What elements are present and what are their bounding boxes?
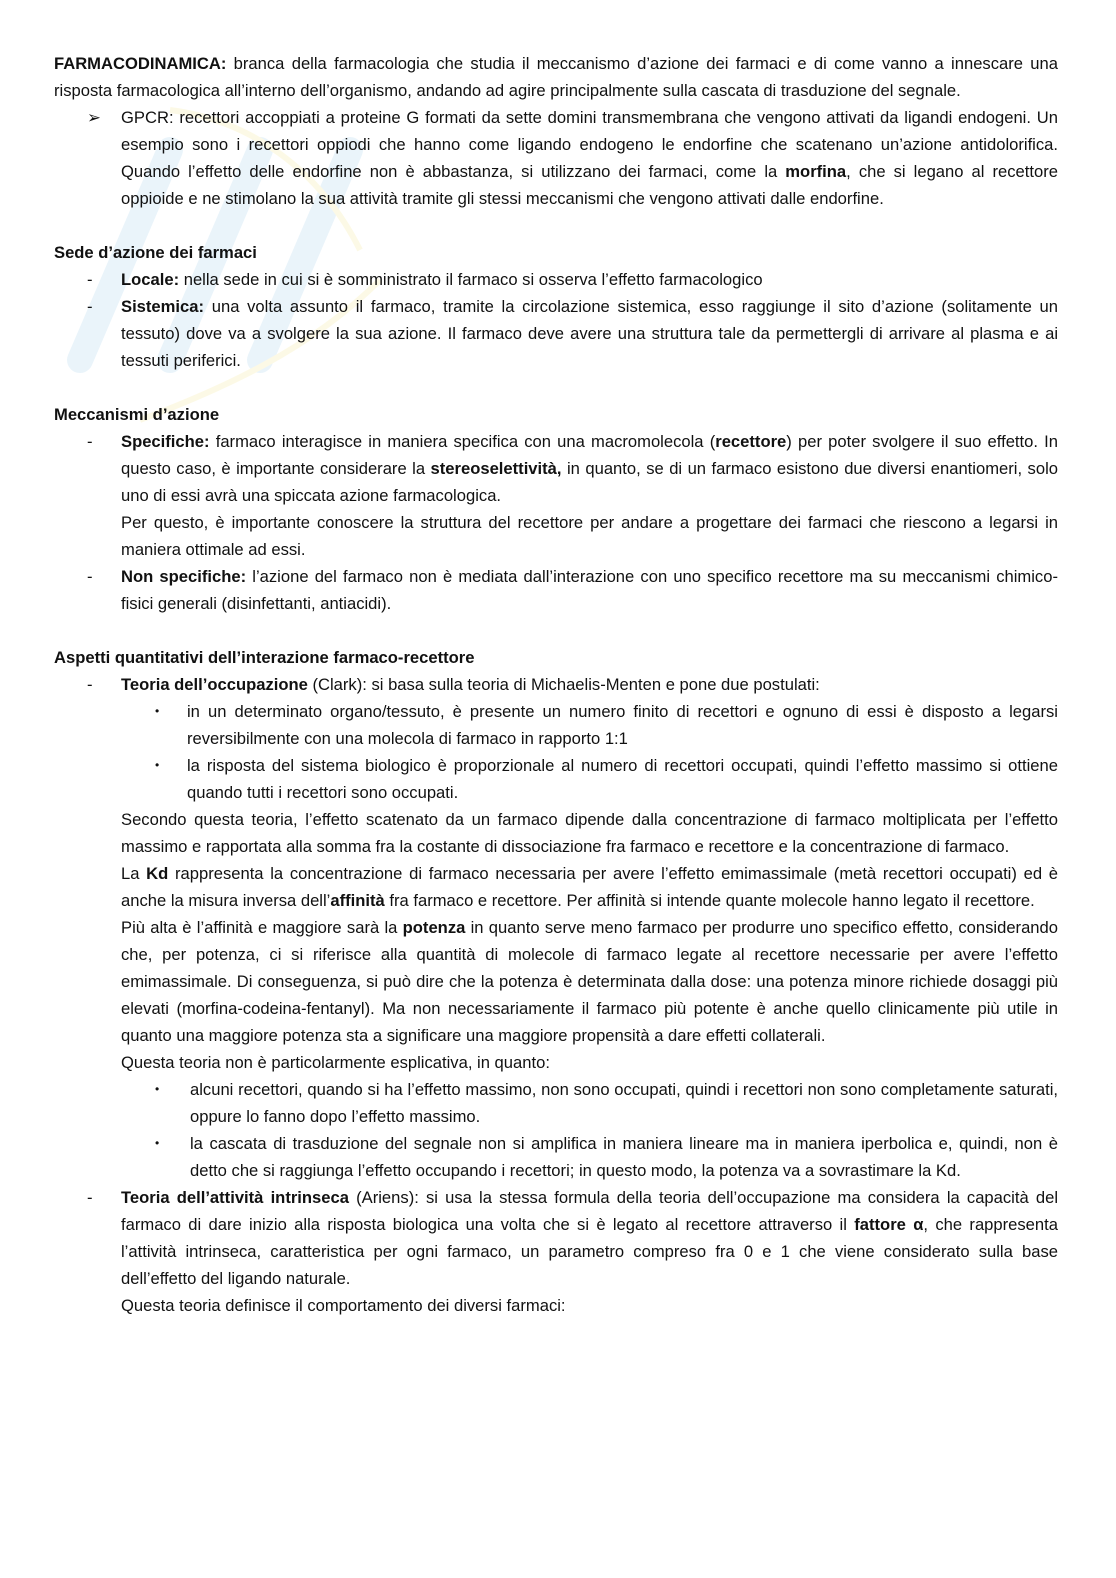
occupazione-para-3	[121, 914, 1058, 1049]
section-title-meccanismi: Meccanismi d’azione	[54, 405, 220, 424]
limite-text: alcuni recettori, quando si ha l’effetto massimo, non sono occupati, quindi i recettori non sono completamente saturati, oppure lo fanno dopo l’effetto massimo.	[190, 1080, 1058, 1126]
para2-text-3: fra farmaco e recettore. Per affinità si intende quante molecole hanno legato il recettore.	[384, 891, 1035, 910]
para2-text-2: rappresenta la concentrazione di farmaco necessaria per avere l’effetto emimassimale (metà recettori occupati) ed è anche la misura inversa dell’	[121, 864, 1058, 910]
text-teoria-occupazione: (Clark): si basa sulla teoria di Michaelis-Menten e pone due postulati:	[307, 675, 820, 694]
text-non-specifiche: l’azione del farmaco non è mediata dall’interazione con uno specifico recettore ma su meccanismi chimico-fisici generali (disinfettanti, antiacidi).	[121, 567, 1058, 613]
gpcr-text-1: GPCR: recettori accoppiati a proteine G formati da sette domini transmembrana che vengono attivati da ligandi endogeni. Un esempio sono i recettori oppiodi che hanno come ligando endogeno le endorfine che scatenano un’azione antidolorifica. Quando l’effetto delle endorfine non è abbastanza, si utilizzano dei farmaci, come la	[121, 108, 1058, 181]
dash-marker: -	[87, 675, 93, 694]
list-item-non-specifiche	[54, 563, 1058, 617]
arrow-bullet-icon: ➢	[87, 108, 101, 127]
text-locale: nella sede in cui si è somministrato il farmaco si osserva l’effetto farmacologico	[179, 270, 763, 289]
dash-marker: -	[87, 432, 93, 451]
para3-text-2: in quanto serve meno farmaco per produrre uno specifico effetto, considerando che, per potenza, ci si riferisce alla quantità di molecole di farmaco legate al recettore necessarie per avere l’effetto emimassimale. Di conseguenza, si può dire che la potenza è determinata dalla dose: una potenza minore richiede dosaggi più elevati (morfina-codeina-fentanyl). Ma non necessariamente il farmaco più potente è anche quello clinicamente più utile in quanto una maggiore potenza sta a significare una maggiore propensità a dare effetti collaterali.	[121, 918, 1058, 1045]
occupazione-para-4: Questa teoria non è particolarmente esplicativa, in quanto:	[121, 1053, 550, 1072]
postulato-item	[54, 698, 1058, 752]
bold-affinita: affinità	[330, 891, 385, 910]
list-item-sistemica	[54, 293, 1058, 374]
intro-paragraph	[54, 50, 1058, 104]
list-item-locale	[54, 266, 1058, 293]
intr-text-2: , che rappresenta l’attività intrinseca, caratteristica per ogni farmaco, un parametro compreso fra 0 e 1 che viene considerato sulla base dell’effetto del ligando naturale.	[121, 1215, 1058, 1288]
text-specifiche-1: farmaco interagisce in maniera specifica con una macromolecola (	[209, 432, 716, 451]
bullet-icon: •	[155, 1082, 160, 1096]
gpcr-bold-morfina: morfina	[785, 162, 847, 181]
term-teoria-occupazione: Teoria dell’occupazione	[121, 675, 308, 694]
document-page	[54, 50, 1058, 1319]
section-title-sede: Sede d’azione dei farmaci	[54, 243, 257, 262]
intr-para-2: Questa teoria definisce il comportamento dei diversi farmaci:	[121, 1296, 566, 1315]
para3-text-1: Più alta è l’affinità e maggiore sarà la	[121, 918, 403, 937]
postulato-item	[54, 752, 1058, 806]
occupazione-para-1: Secondo questa teoria, l’effetto scatenato da un farmaco dipende dalla concentrazione di farmaco moltiplicata per l’effetto massimo e rapportata alla somma fra la costante di dissociazione fra farmaco e recettore e la concentrazione di farmaco.	[121, 810, 1058, 856]
bullet-icon: •	[155, 1136, 160, 1150]
text-specifiche-para2: Per questo, è importante conoscere la struttura del recettore per andare a progettare dei farmaci che riescono a legarsi in maniera ottimale ad essi.	[121, 513, 1058, 559]
term-sistemica: Sistemica:	[121, 297, 205, 316]
bold-potenza: potenza	[402, 918, 466, 937]
term-attivita-intrinseca: Teoria dell’attività intrinseca	[121, 1188, 349, 1207]
bold-kd: Kd	[146, 864, 169, 883]
bold-stereoselettivita: stereoselettività,	[430, 459, 562, 478]
dash-marker: -	[87, 567, 93, 586]
term-non-specifiche: Non specifiche:	[121, 567, 247, 586]
teoria-occupazione-body	[54, 806, 1058, 1076]
bullet-icon: •	[155, 758, 160, 772]
gpcr-text-2: , che si legano al recettore oppioide e ne stimolano la sua attività tramite gli stessi meccanismi che vengono attivati dalle endorfine.	[121, 162, 1058, 208]
bullet-icon: •	[155, 704, 160, 718]
occupazione-para-2	[121, 860, 1058, 914]
para2-text-1: La	[121, 864, 147, 883]
intro-text: branca della farmacologia che studia il meccanismo d’azione dei farmaci e di come vanno a innescare una risposta farmacologica all’interno dell’organismo, andando ad agire principalmente sulla cascata di trasduzione del segnale.	[54, 54, 1058, 100]
limite-item	[54, 1076, 1058, 1130]
dash-marker: -	[87, 1188, 93, 1207]
term-locale: Locale:	[121, 270, 180, 289]
text-specifiche-2: ) per poter svolgere il suo effetto. In questo caso, è importante considerare la	[121, 432, 1058, 478]
list-item-teoria-attivita-intrinseca	[54, 1184, 1058, 1319]
postulato-text: la risposta del sistema biologico è proporzionale al numero di recettori occupati, quindi l’effetto massimo si ottiene quando tutti i recettori sono occupati.	[187, 756, 1058, 802]
text-sistemica: una volta assunto il farmaco, tramite la circolazione sistemica, esso raggiunge il sito d’azione (solitamente un tessuto) dove va a svolgere la sua azione. Il farmaco deve avere una struttura tale da permettergli di arrivare al plasma e ai tessuti periferici.	[121, 297, 1058, 370]
list-item-teoria-occupazione	[54, 671, 1058, 698]
dash-marker: -	[87, 297, 93, 316]
text-specifiche-3: in quanto, se di un farmaco esistono due diversi enantiomeri, solo uno di essi avrà una spiccata azione farmacologica.	[121, 459, 1058, 505]
bold-recettore: recettore	[715, 432, 787, 451]
postulato-text: in un determinato organo/tessuto, è presente un numero finito di recettori e ognuno di essi è disposto a legarsi reversibilmente con una molecola di farmaco in rapporto 1:1	[187, 702, 1058, 748]
gpcr-item	[54, 104, 1058, 212]
limite-text: la cascata di trasduzione del segnale non si amplifica in maniera lineare ma in maniera iperbolica e, quindi, non è detto che si raggiunga l’effetto occupando i recettori; in questo modo, la potenza va a sovrastimare la Kd.	[190, 1134, 1058, 1180]
list-item-specifiche	[54, 428, 1058, 563]
dash-marker: -	[87, 270, 93, 289]
section-title-aspetti: Aspetti quantitativi dell’interazione farmaco-recettore	[54, 648, 475, 667]
bold-fattore-alfa: fattore α	[854, 1215, 924, 1234]
intr-text-1: (Ariens): si usa la stessa formula della teoria dell’occupazione ma considera la capacità del farmaco di dare inizio alla risposta biologica una volta che si è legato al recettore attraverso il	[121, 1188, 1059, 1234]
term-specifiche: Specifiche:	[121, 432, 210, 451]
limite-item	[54, 1130, 1058, 1184]
intro-term: FARMACODINAMICA:	[54, 54, 227, 73]
